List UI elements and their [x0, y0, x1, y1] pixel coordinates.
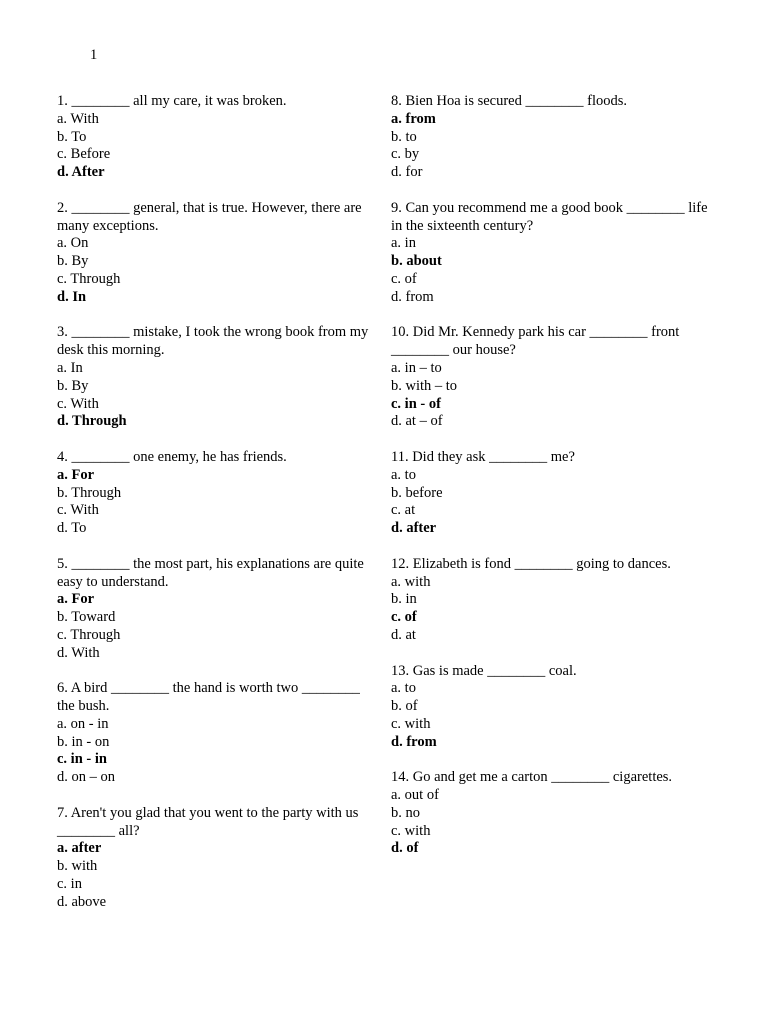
question [57, 93, 377, 182]
answer-option: b. of [391, 698, 418, 715]
answer-option: a. to [391, 680, 416, 697]
answer-option: b. to [391, 128, 417, 145]
answer-option: b. Toward [57, 609, 116, 626]
question-text: 8. Bien Hoa is secured ________ floods. [391, 93, 627, 109]
answer-option: b. By [57, 253, 89, 270]
question-text: 7. Aren't you glad that you went to the party with us ________ all? [57, 804, 359, 839]
answer-option-correct: d. after [391, 520, 437, 537]
answer-option-correct: d. After [57, 164, 105, 181]
question-text: 4. ________ one enemy, he has friends. [57, 448, 287, 465]
answer-option: c. With [57, 395, 99, 412]
answer-option: c. in [57, 876, 82, 893]
answer-option: a. With [57, 110, 99, 127]
question-text: 3. ________ mistake, I took the wrong book from my desk this morning. [57, 324, 369, 359]
answer-option: a. out of [391, 787, 439, 804]
question [57, 805, 377, 912]
answer-option-correct: a. For [57, 466, 95, 483]
answer-option: b. with [57, 858, 98, 875]
question-text: 6. A bird ________ the hand is worth two ________ the bush. [57, 680, 360, 715]
question [391, 324, 711, 431]
question [57, 449, 377, 538]
answer-option: c. with [391, 822, 431, 839]
answer-option: c. Through [57, 626, 121, 643]
page-number: 1 [90, 47, 98, 63]
right-column [391, 93, 711, 876]
question [391, 200, 711, 307]
answer-option-correct: b. about [391, 253, 442, 270]
question [391, 769, 711, 858]
answer-option: b. before [391, 484, 443, 501]
answer-option: c. of [391, 270, 417, 287]
answer-option: d. at [391, 626, 416, 643]
answer-option: b. To [57, 128, 87, 145]
answer-option: b. no [391, 804, 420, 821]
answer-option: b. Through [57, 484, 122, 501]
left-column [57, 93, 377, 929]
answer-option: a. in – to [391, 359, 442, 376]
answer-option-correct: d. Through [57, 413, 127, 430]
answer-option: a. to [391, 466, 416, 483]
answer-option: c. at [391, 502, 416, 519]
question-text: 10. Did Mr. Kennedy park his car ________ front ________ our house? [391, 324, 680, 359]
question-text: 13. Gas is made ________ coal. [391, 662, 577, 679]
question [57, 200, 377, 307]
question [391, 93, 711, 182]
question-text: 11. Did they ask ________ me? [391, 448, 575, 465]
answer-option-correct: c. of [391, 609, 417, 626]
answer-option-correct: c. in - of [391, 395, 441, 412]
answer-option-correct: a. after [57, 840, 102, 857]
question [57, 556, 377, 663]
question [57, 680, 377, 787]
answer-option: c. With [57, 502, 99, 519]
answer-option: d. from [391, 288, 434, 305]
question-text: 14. Go and get me a carton ________ cigarettes. [391, 769, 673, 786]
answer-option: a. On [57, 235, 89, 252]
question [57, 324, 377, 431]
answer-option-correct: d. of [391, 840, 419, 857]
answer-option: b. in - on [57, 733, 110, 750]
answer-option: d. at – of [391, 413, 443, 430]
answer-option: d. above [57, 893, 107, 910]
question-text: 12. Elizabeth is fond ________ going to dances. [391, 555, 671, 572]
answer-option: b. with – to [391, 377, 458, 394]
answer-option-correct: c. in - in [57, 751, 107, 768]
answer-option: c. Before [57, 146, 111, 163]
question-text: 2. ________ general, that is true. However, there are many exceptions. [57, 199, 362, 234]
question-text: 9. Can you recommend me a good book ________ life in the sixteenth century? [391, 199, 708, 234]
answer-option-correct: a. from [391, 110, 436, 127]
question [391, 556, 711, 645]
question-text: 1. ________ all my care, it was broken. [57, 93, 287, 109]
question-text: 5. ________ the most part, his explanations are quite easy to understand. [57, 555, 364, 590]
answer-option: a. In [57, 359, 83, 376]
answer-option: d. To [57, 520, 87, 537]
answer-option: d. on – on [57, 769, 115, 786]
question [391, 449, 711, 538]
answer-option: a. with [391, 573, 431, 590]
answer-option-correct: d. from [391, 733, 437, 750]
answer-option: c. by [391, 146, 420, 163]
answer-option: a. on - in [57, 715, 109, 732]
answer-option: c. with [391, 715, 431, 732]
answer-option: a. in [391, 235, 416, 252]
question [391, 663, 711, 752]
answer-option-correct: d. In [57, 288, 87, 305]
answer-option: b. in [391, 591, 417, 608]
answer-option: d. With [57, 644, 100, 661]
answer-option-correct: a. For [57, 591, 95, 608]
answer-option: d. for [391, 164, 423, 181]
answer-option: c. Through [57, 270, 121, 287]
answer-option: b. By [57, 377, 89, 394]
